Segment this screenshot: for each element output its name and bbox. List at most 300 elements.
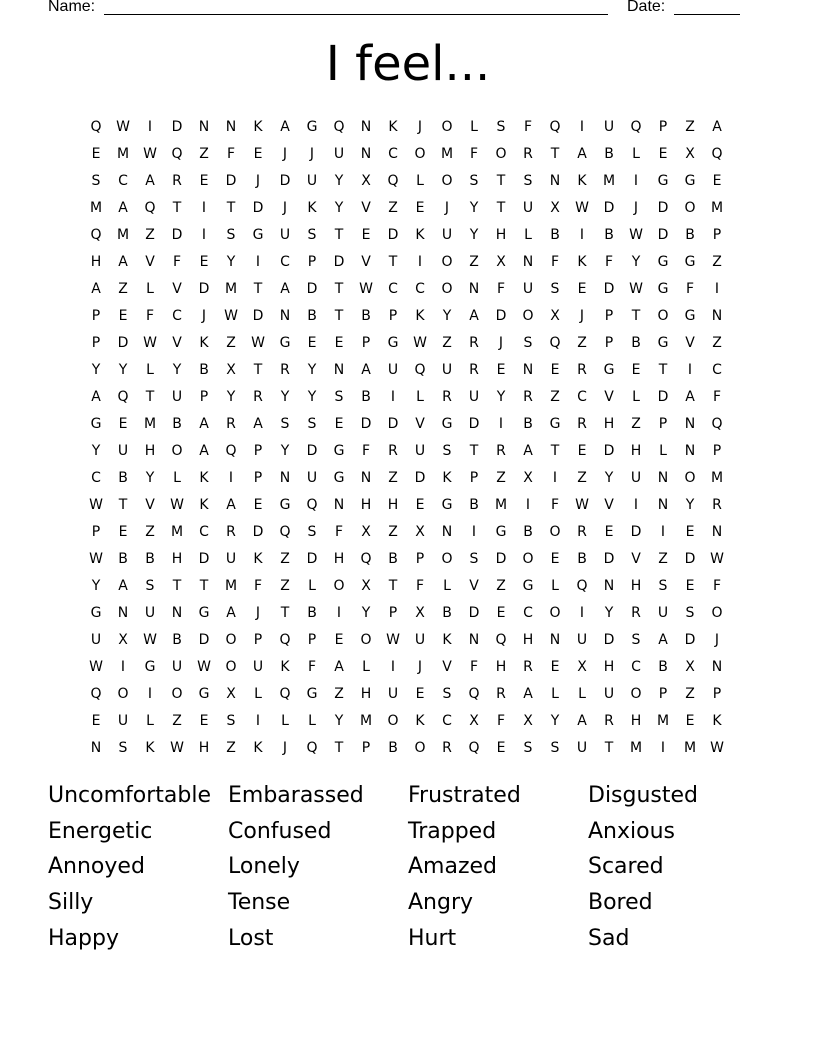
grid-letter: Q: [279, 685, 292, 702]
grid-letter: L: [146, 361, 155, 378]
grid-letter: X: [577, 658, 588, 675]
grid-letter: T: [199, 577, 210, 594]
grid-letter: S: [550, 280, 561, 297]
grid-letter: O: [171, 442, 184, 459]
grid-letter: L: [443, 577, 452, 594]
grid-letter: N: [90, 739, 103, 756]
grid-letter: D: [306, 280, 319, 297]
grid-letter: A: [118, 253, 129, 270]
grid-letter: M: [224, 577, 239, 594]
grid-letter: I: [390, 388, 397, 405]
grid-letter: R: [226, 415, 237, 432]
grid-letter: D: [603, 442, 616, 459]
grid-letter: V: [631, 550, 642, 567]
grid-letter: V: [685, 334, 696, 351]
grid-letter: Q: [711, 145, 724, 162]
grid-letter: T: [280, 604, 291, 621]
word-list-item: Lost: [228, 925, 274, 951]
grid-letter: C: [442, 712, 453, 729]
grid-letter: W: [116, 118, 131, 135]
grid-letter: M: [710, 199, 725, 216]
grid-letter: P: [604, 334, 615, 351]
grid-letter: A: [226, 604, 237, 621]
grid-letter: S: [631, 631, 642, 648]
grid-letter: I: [633, 172, 640, 189]
grid-letter: R: [496, 442, 507, 459]
grid-letter: P: [712, 226, 723, 243]
grid-letter: D: [684, 550, 697, 567]
grid-letter: N: [441, 523, 454, 540]
grid-letter: F: [712, 388, 723, 405]
grid-letter: C: [388, 145, 399, 162]
grid-letter: O: [441, 172, 454, 189]
grid-letter: H: [630, 442, 643, 459]
grid-letter: I: [147, 685, 154, 702]
grid-letter: C: [118, 172, 129, 189]
grid-letter: U: [117, 442, 130, 459]
grid-letter: L: [254, 685, 263, 702]
grid-letter: G: [333, 442, 346, 459]
grid-letter: Y: [280, 442, 291, 459]
grid-letter: R: [577, 415, 588, 432]
grid-letter: H: [333, 550, 346, 567]
grid-letter: B: [469, 496, 480, 513]
grid-letter: B: [658, 658, 669, 675]
grid-letter: O: [171, 685, 184, 702]
grid-letter: Q: [495, 631, 508, 648]
grid-letter: W: [710, 739, 725, 756]
grid-letter: O: [549, 523, 562, 540]
grid-letter: G: [657, 172, 670, 189]
grid-letter: Y: [334, 199, 345, 216]
grid-letter: S: [523, 334, 534, 351]
grid-letter: M: [89, 199, 104, 216]
grid-letter: J: [498, 334, 505, 351]
grid-letter: I: [660, 523, 667, 540]
grid-letter: Y: [550, 712, 561, 729]
grid-letter: F: [307, 658, 318, 675]
grid-letter: W: [89, 550, 104, 567]
grid-letter: C: [631, 658, 642, 675]
grid-letter: B: [685, 226, 696, 243]
grid-row: [83, 734, 731, 761]
grid-letter: H: [90, 253, 103, 270]
word-list-row: [48, 814, 768, 850]
grid-letter: N: [711, 658, 724, 675]
grid-letter: E: [361, 226, 372, 243]
grid-letter: Q: [387, 172, 400, 189]
grid-letter: T: [496, 199, 507, 216]
grid-letter: K: [577, 172, 588, 189]
grid-letter: O: [657, 307, 670, 324]
grid-letter: U: [171, 658, 184, 675]
grid-letter: E: [307, 334, 318, 351]
grid-letter: D: [495, 307, 508, 324]
grid-letter: U: [630, 469, 643, 486]
grid-letter: Z: [442, 334, 453, 351]
grid-letter: P: [199, 388, 210, 405]
grid-letter: B: [172, 415, 183, 432]
grid-letter: Q: [468, 685, 481, 702]
grid-letter: P: [253, 469, 264, 486]
grid-letter: W: [143, 145, 158, 162]
grid-letter: K: [388, 118, 399, 135]
grid-row: [83, 113, 731, 140]
grid-letter: S: [523, 172, 534, 189]
grid-letter: O: [117, 685, 130, 702]
grid-letter: H: [171, 550, 184, 567]
grid-letter: M: [224, 280, 239, 297]
grid-letter: Q: [171, 145, 184, 162]
grid-letter: S: [442, 685, 453, 702]
grid-letter: R: [577, 361, 588, 378]
grid-letter: G: [522, 577, 535, 594]
grid-letter: U: [657, 604, 670, 621]
grid-letter: G: [684, 253, 697, 270]
grid-letter: M: [683, 739, 698, 756]
grid-row: [83, 707, 731, 734]
grid-letter: B: [550, 226, 561, 243]
grid-letter: E: [604, 523, 615, 540]
grid-letter: I: [579, 604, 586, 621]
grid-letter: Y: [361, 604, 372, 621]
grid-letter: R: [442, 739, 453, 756]
grid-letter: T: [172, 577, 183, 594]
grid-letter: R: [712, 496, 723, 513]
grid-letter: S: [658, 577, 669, 594]
grid-letter: E: [577, 280, 588, 297]
grid-letter: R: [226, 523, 237, 540]
grid-letter: Z: [388, 469, 399, 486]
grid-letter: U: [522, 280, 535, 297]
grid-letter: L: [416, 388, 425, 405]
grid-letter: U: [117, 712, 130, 729]
grid-letter: Y: [469, 199, 480, 216]
grid-letter: U: [252, 658, 265, 675]
grid-letter: B: [604, 226, 615, 243]
grid-letter: I: [498, 415, 505, 432]
grid-letter: D: [198, 550, 211, 567]
grid-letter: Q: [90, 118, 103, 135]
grid-letter: D: [468, 604, 481, 621]
grid-letter: F: [145, 307, 156, 324]
grid-letter: Z: [226, 334, 237, 351]
grid-letter: W: [197, 658, 212, 675]
grid-letter: X: [361, 577, 372, 594]
grid-letter: A: [199, 442, 210, 459]
grid-letter: C: [577, 388, 588, 405]
grid-letter: Q: [306, 496, 319, 513]
word-list-item: Lonely: [228, 854, 300, 880]
grid-letter: X: [415, 604, 426, 621]
grid-letter: Z: [145, 226, 156, 243]
grid-letter: V: [415, 415, 426, 432]
grid-letter: N: [468, 280, 481, 297]
grid-letter: Y: [91, 442, 102, 459]
grid-letter: T: [145, 388, 156, 405]
grid-letter: L: [362, 658, 371, 675]
grid-letter: B: [361, 388, 372, 405]
grid-letter: N: [225, 118, 238, 135]
grid-letter: P: [712, 685, 723, 702]
grid-letter: Z: [658, 550, 669, 567]
grid-letter: C: [388, 280, 399, 297]
grid-letter: R: [523, 145, 534, 162]
grid-letter: I: [660, 739, 667, 756]
grid-letter: R: [469, 361, 480, 378]
grid-letter: P: [469, 469, 480, 486]
grid-letter: O: [441, 550, 454, 567]
grid-letter: E: [550, 361, 561, 378]
grid-letter: N: [657, 496, 670, 513]
grid-letter: E: [577, 442, 588, 459]
grid-letter: D: [252, 523, 265, 540]
grid-letter: Q: [333, 118, 346, 135]
grid-letter: E: [253, 145, 264, 162]
grid-letter: L: [632, 145, 641, 162]
grid-letter: H: [630, 712, 643, 729]
grid-letter: J: [282, 739, 289, 756]
grid-letter: Z: [280, 550, 291, 567]
grid-letter: U: [441, 361, 454, 378]
grid-letter: Z: [631, 415, 642, 432]
grid-letter: Z: [199, 145, 210, 162]
grid-letter: D: [603, 631, 616, 648]
grid-letter: K: [712, 712, 723, 729]
grid-letter: Z: [577, 334, 588, 351]
grid-letter: Y: [307, 361, 318, 378]
grid-letter: B: [523, 523, 534, 540]
grid-letter: Y: [604, 469, 615, 486]
grid-letter: E: [118, 307, 129, 324]
grid-letter: E: [118, 415, 129, 432]
grid-row: [83, 167, 731, 194]
grid-letter: N: [549, 172, 562, 189]
grid-letter: X: [361, 172, 372, 189]
grid-letter: M: [710, 469, 725, 486]
grid-letter: G: [279, 334, 292, 351]
grid-letter: U: [306, 469, 319, 486]
grid-letter: P: [658, 415, 669, 432]
grid-letter: J: [633, 199, 640, 216]
grid-letter: U: [171, 388, 184, 405]
grid-letter: Y: [145, 469, 156, 486]
grid-letter: T: [469, 442, 480, 459]
grid-letter: P: [307, 631, 318, 648]
grid-letter: L: [146, 712, 155, 729]
grid-letter: L: [308, 577, 317, 594]
grid-letter: C: [415, 280, 426, 297]
grid-letter: I: [255, 253, 262, 270]
grid-letter: E: [685, 523, 696, 540]
grid-letter: W: [170, 739, 185, 756]
grid-letter: F: [685, 280, 696, 297]
grid-letter: E: [415, 199, 426, 216]
grid-letter: M: [359, 712, 374, 729]
grid-letter: C: [280, 253, 291, 270]
grid-letter: D: [279, 172, 292, 189]
grid-letter: P: [415, 550, 426, 567]
grid-letter: Y: [91, 361, 102, 378]
grid-letter: N: [333, 361, 346, 378]
grid-letter: R: [388, 442, 399, 459]
grid-letter: B: [118, 550, 129, 567]
grid-letter: P: [388, 307, 399, 324]
grid-letter: P: [658, 118, 669, 135]
grid-letter: T: [604, 739, 615, 756]
grid-letter: G: [495, 523, 508, 540]
name-label: Name:: [48, 0, 96, 15]
grid-letter: D: [198, 280, 211, 297]
grid-letter: Z: [280, 577, 291, 594]
grid-letter: B: [307, 604, 318, 621]
grid-letter: G: [387, 334, 400, 351]
grid-letter: J: [201, 307, 208, 324]
grid-letter: G: [657, 334, 670, 351]
grid-letter: P: [604, 307, 615, 324]
grid-letter: A: [226, 496, 237, 513]
grid-letter: I: [471, 523, 478, 540]
grid-letter: F: [253, 577, 264, 594]
grid-letter: A: [361, 361, 372, 378]
grid-letter: F: [415, 577, 426, 594]
grid-letter: P: [658, 685, 669, 702]
grid-letter: A: [658, 631, 669, 648]
grid-letter: Q: [225, 442, 238, 459]
grid-row: [83, 329, 731, 356]
grid-letter: B: [172, 631, 183, 648]
grid-letter: D: [495, 550, 508, 567]
grid-letter: O: [684, 199, 697, 216]
grid-letter: A: [118, 577, 129, 594]
grid-letter: S: [226, 712, 237, 729]
word-list-item: Angry: [408, 890, 474, 916]
grid-letter: J: [579, 307, 586, 324]
word-list-item: Tense: [228, 890, 291, 916]
grid-row: [83, 383, 731, 410]
grid-letter: B: [388, 550, 399, 567]
grid-letter: J: [309, 145, 316, 162]
grid-row: [83, 221, 731, 248]
grid-letter: Z: [469, 253, 480, 270]
word-list-row: [48, 885, 768, 921]
grid-letter: I: [255, 712, 262, 729]
grid-letter: D: [603, 550, 616, 567]
grid-letter: N: [333, 496, 346, 513]
grid-letter: T: [550, 145, 561, 162]
grid-row: [83, 464, 731, 491]
grid-letter: T: [631, 307, 642, 324]
grid-letter: W: [575, 199, 590, 216]
grid-letter: Q: [711, 415, 724, 432]
grid-letter: A: [334, 658, 345, 675]
grid-letter: Q: [144, 199, 157, 216]
grid-letter: I: [579, 226, 586, 243]
grid-letter: I: [579, 118, 586, 135]
grid-letter: G: [333, 469, 346, 486]
grid-letter: L: [524, 226, 533, 243]
grid-letter: Y: [496, 388, 507, 405]
grid-letter: N: [549, 631, 562, 648]
grid-letter: O: [225, 631, 238, 648]
grid-letter: I: [336, 604, 343, 621]
grid-letter: T: [334, 226, 345, 243]
grid-row: [83, 356, 731, 383]
grid-letter: W: [386, 631, 401, 648]
grid-letter: G: [306, 685, 319, 702]
grid-letter: Y: [280, 388, 291, 405]
grid-letter: Q: [414, 361, 427, 378]
grid-letter: K: [577, 253, 588, 270]
grid-letter: I: [552, 469, 559, 486]
grid-letter: X: [118, 631, 129, 648]
grid-letter: Q: [549, 334, 562, 351]
grid-letter: D: [171, 118, 184, 135]
grid-letter: X: [523, 712, 534, 729]
grid-letter: A: [469, 307, 480, 324]
grid-letter: V: [361, 253, 372, 270]
grid-letter: G: [684, 307, 697, 324]
grid-letter: Q: [549, 118, 562, 135]
grid-letter: N: [279, 307, 292, 324]
grid-letter: Y: [226, 388, 237, 405]
grid-letter: O: [360, 631, 373, 648]
grid-letter: E: [685, 577, 696, 594]
worksheet-header: [48, 0, 748, 20]
grid-letter: Q: [630, 118, 643, 135]
grid-letter: E: [712, 172, 723, 189]
grid-letter: X: [550, 199, 561, 216]
grid-letter: H: [603, 658, 616, 675]
grid-letter: E: [415, 685, 426, 702]
grid-letter: N: [684, 415, 697, 432]
grid-letter: E: [496, 361, 507, 378]
word-list-item: Disgusted: [588, 783, 699, 809]
grid-letter: E: [91, 712, 102, 729]
grid-letter: S: [469, 172, 480, 189]
grid-letter: T: [253, 361, 264, 378]
grid-letter: Y: [469, 226, 480, 243]
grid-letter: V: [145, 253, 156, 270]
grid-letter: C: [199, 523, 210, 540]
grid-letter: X: [415, 523, 426, 540]
grid-letter: R: [604, 712, 615, 729]
grid-letter: H: [387, 496, 400, 513]
grid-letter: I: [147, 118, 154, 135]
grid-letter: U: [144, 604, 157, 621]
word-list-item: Scared: [588, 854, 664, 880]
grid-row: [83, 653, 731, 680]
grid-letter: F: [496, 280, 507, 297]
grid-letter: U: [90, 631, 103, 648]
grid-letter: I: [417, 253, 424, 270]
grid-letter: W: [143, 334, 158, 351]
grid-letter: U: [522, 199, 535, 216]
grid-letter: I: [714, 280, 721, 297]
grid-letter: E: [334, 334, 345, 351]
grid-letter: J: [282, 145, 289, 162]
grid-letter: X: [550, 307, 561, 324]
grid-letter: O: [495, 145, 508, 162]
grid-letter: A: [145, 172, 156, 189]
grid-letter: U: [576, 739, 589, 756]
grid-letter: G: [441, 415, 454, 432]
grid-letter: G: [144, 658, 157, 675]
grid-letter: P: [361, 739, 372, 756]
grid-letter: W: [629, 226, 644, 243]
grid-letter: E: [118, 523, 129, 540]
grid-letter: K: [415, 712, 426, 729]
